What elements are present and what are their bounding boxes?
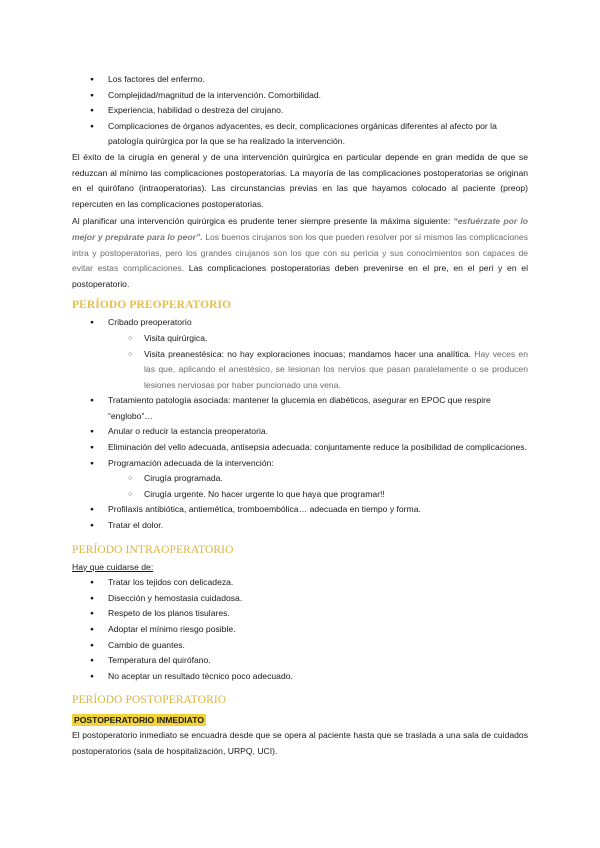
cribado-sublist [108,331,528,393]
intraop-list [72,575,528,684]
intro-bullet-list [72,72,528,150]
sublist-item-grey-text: Hay veces en las que, aplicando el anestésico, se lesionan los nervios que pasan paralelamente o se producen lesiones nerviosas por haber puncionado una vena. [144,348,528,390]
list-item-label: Cribado preoperatorio [108,317,192,328]
list-item: ● Tratamiento patología asociada: mantener la glucemia en diabéticos, asegurar en EPOC que respire “englobo”… [108,393,528,424]
postop-subheading-wrapper [72,710,528,728]
list-item: ● Adoptar el mínimo riesgo posible. [108,622,528,638]
list-item-cribado [108,315,528,393]
list-item: ● Anular o reducir la estancia preoperatoria. [108,424,528,440]
list-item: ● Complicaciones de órganos adyacentes, es decir, complicaciones orgánicas diferentes al afecto por la patología quirúrgica por la que se ha realizado la intervención. [108,119,528,150]
sublist-item-text: Visita preanestésica: no hay exploraciones inocuas; mandamos hacer una analítica. [144,348,472,359]
quote-text: “esfuérzate por lo mejor y prepárate para lo peor”. [72,216,528,242]
list-item: ● Experiencia, habilidad o destreza del cirujano. [108,103,528,119]
paragraph-planificar [72,214,528,292]
sublist-item: ○ Visita quirúrgica. [144,331,528,347]
section-heading-postop: PERÍODO POSTOPERATORIO [72,694,227,707]
list-item: ● Los factores del enfermo. [108,72,528,88]
list-item: ● Complejidad/magnitud de la intervención. Comorbilidad. [108,88,528,104]
list-item: ● Respeto de los planos tisulares. [108,606,528,622]
sublist-item: ○ Cirugía urgente. No hacer urgente lo que haya que programar!! [144,487,528,503]
list-item: ● Tratar los tejidos con delicadeza. [108,575,528,591]
list-item: ● Disección y hemostasia cuidadosa. [108,591,528,607]
list-item: ● Tratar el dolor. [108,518,528,534]
list-item: ● Cambio de guantes. [108,638,528,654]
list-item: ● Profilaxis antibiótica, antiemética, tromboembólica… adecuada en tiempo y forma. [108,502,528,518]
section-heading-preop: PERÍODO PREOPERATORIO [72,299,232,312]
postop-subheading: POSTOPERATORIO INMEDIATO [74,715,205,726]
paragraph-exito: El éxito de la cirugía en general y de una intervención quirúrgica en particular depende en gran medida de que se reduzcan al mínimo las complicaciones postoperatorias. La mayoría de las complicaciones postoperatorias se originan en el quirófano (intraoperatorias). Las circunstancias previas en las que hayamos colocado al paciente (preop) repercuten en las complicaciones postoperatorias. [72,151,528,209]
list-item: ● Eliminación del vello adecuada, antisepsia adecuada: conjuntamente reduce la posibilidad de complicaciones. [108,440,528,456]
paragraph-text: Al planificar una intervención quirúrgica es prudente tener siempre presente la máxima siguiente: [72,216,454,227]
list-item-programacion [108,456,528,503]
intraop-intro: Hay que cuidarse de: [72,561,154,572]
sublist-item: ○ Cirugía programada. [144,471,528,487]
postop-paragraph: El postoperatorio inmediato se encuadra desde que se opera al paciente hasta que se traslada a una sala de cuidados postoperatorios (sala de hospitalización, URPQ, UCI). [72,730,528,756]
section-heading-intraop: PERÍODO INTRAOPERATORIO [72,543,234,556]
paragraph-text: Las complicaciones postoperatorias deben prevenirse en el pre, en el peri y en el postoperatorio. [72,263,528,289]
list-item: ● Temperatura del quirófano. [108,653,528,669]
preop-list [72,315,528,533]
list-item: ● No aceptar un resultado técnico poco adecuado. [108,669,528,685]
paragraph-grey-text: Los buenos cirujanos son los que pueden resolver por sí mismos las complicaciones intra y postoperatorias, pero los grandes cirujanos son los que con su pericia y sus conocimientos son capaces de evitar estas complicaciones. [72,231,529,274]
sublist-item [144,347,528,394]
programacion-sublist [108,471,528,502]
list-item-label: Programación adecuada de la intervención: [108,457,274,468]
